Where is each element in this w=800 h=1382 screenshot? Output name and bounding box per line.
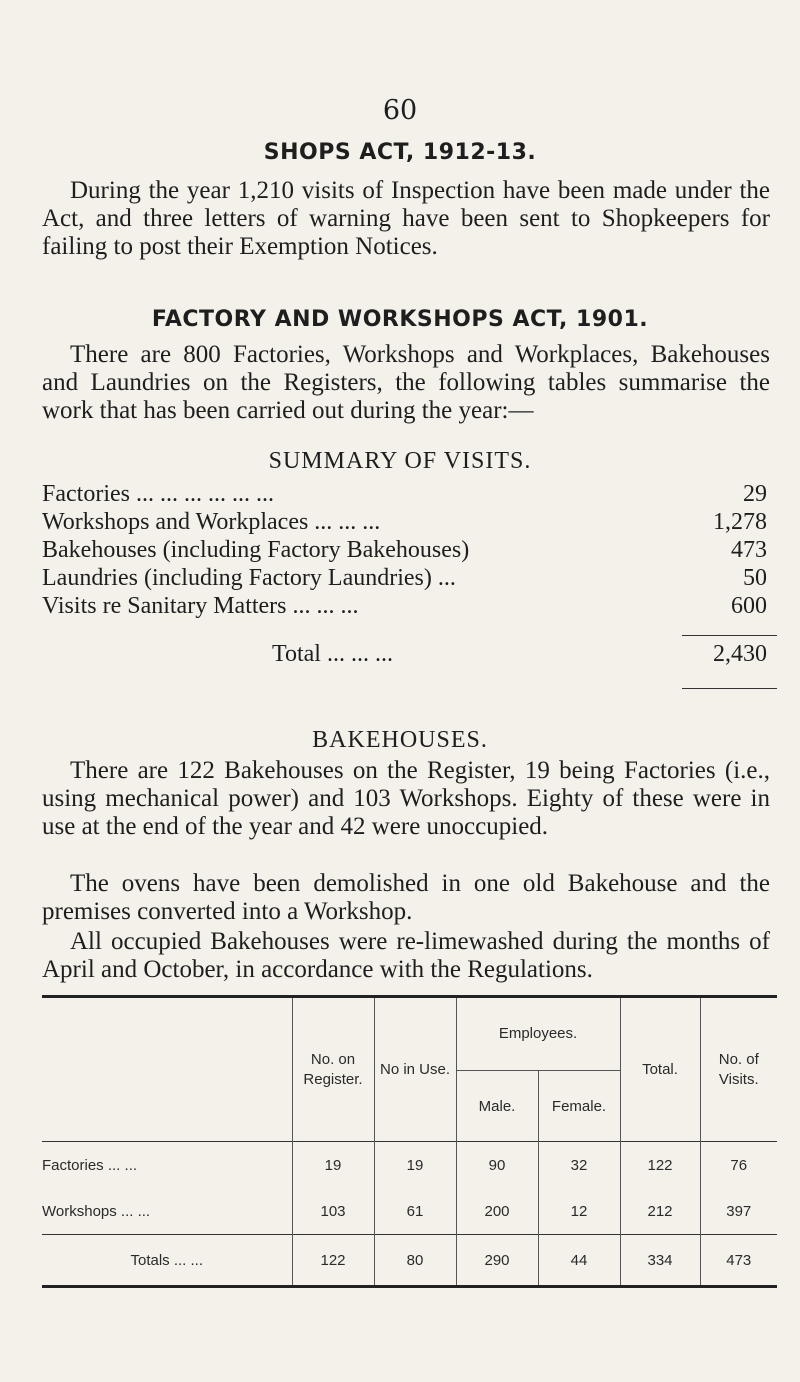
cell-visits: 76 bbox=[700, 1142, 777, 1189]
header-visits: No. of Visits. bbox=[700, 997, 777, 1142]
summary-row-value: 1,278 bbox=[713, 509, 767, 535]
summary-row bbox=[42, 537, 777, 565]
bakehouses-paragraph: There are 122 Bakehouses on the Register, 19 being Factories (i.e., using mechanical power) and 103 Workshops. Eighty of these were in use at the end of the year and 42 were unoccupied. bbox=[42, 757, 770, 840]
header-register: No. on Register. bbox=[292, 997, 374, 1142]
summary-row bbox=[42, 565, 777, 593]
factory-act-heading: FACTORY AND WORKSHOPS ACT, 1901. bbox=[151, 307, 649, 332]
summary-row bbox=[42, 481, 777, 509]
header-employees: Employees. bbox=[456, 997, 620, 1071]
summary-row-value: 473 bbox=[731, 537, 767, 563]
summary-of-visits-list bbox=[42, 481, 777, 669]
total-register: 122 bbox=[292, 1235, 374, 1287]
cell-total: 212 bbox=[620, 1188, 700, 1235]
summary-total-label: Total ... ... ... bbox=[272, 641, 393, 667]
summary-total-row bbox=[42, 641, 777, 669]
total-total: 334 bbox=[620, 1235, 700, 1287]
cell-female: 12 bbox=[538, 1188, 620, 1235]
table-header-row bbox=[42, 997, 777, 1071]
table-totals-row bbox=[42, 1235, 777, 1287]
total-visits: 473 bbox=[700, 1235, 777, 1287]
cell-in-use: 19 bbox=[374, 1142, 456, 1189]
summary-row-value: 50 bbox=[743, 565, 767, 591]
cell-register: 103 bbox=[292, 1188, 374, 1235]
cell-total: 122 bbox=[620, 1142, 700, 1189]
table-corner bbox=[42, 997, 292, 1142]
cell-female: 32 bbox=[538, 1142, 620, 1189]
row-label: Workshops ... ... bbox=[42, 1202, 151, 1220]
bakehouses-paragraph: All occupied Bakehouses were re-limewashed during the months of April and October, in accordance with the Regulations. bbox=[42, 928, 770, 983]
summary-total-value: 2,430 bbox=[713, 641, 767, 667]
summary-row bbox=[42, 509, 777, 537]
total-in-use: 80 bbox=[374, 1235, 456, 1287]
header-male: Male. bbox=[456, 1071, 538, 1142]
shops-act-paragraph: During the year 1,210 visits of Inspection have been made under the Act, and three letters of warning have been sent to Shopkeepers for failing to post their Exemption Notices. bbox=[42, 177, 770, 260]
cell-register: 19 bbox=[292, 1142, 374, 1189]
summary-row-label: Laundries (including Factory Laundries) ... bbox=[42, 565, 456, 591]
header-in-use: No in Use. bbox=[374, 997, 456, 1142]
cell-male: 200 bbox=[456, 1188, 538, 1235]
header-total: Total. bbox=[620, 997, 700, 1142]
summary-rule-bottom bbox=[682, 688, 777, 689]
total-male: 290 bbox=[456, 1235, 538, 1287]
cell-male: 90 bbox=[456, 1142, 538, 1189]
total-female: 44 bbox=[538, 1235, 620, 1287]
header-female: Female. bbox=[538, 1071, 620, 1142]
summary-row-label: Factories ... ... ... ... ... ... bbox=[42, 481, 274, 507]
summary-row-value: 600 bbox=[731, 593, 767, 619]
summary-row-label: Bakehouses (including Factory Bakehouses) bbox=[42, 537, 470, 563]
table-row bbox=[42, 1142, 777, 1189]
bakehouses-table bbox=[42, 995, 777, 1288]
bakehouses-paragraph: The ovens have been demolished in one old Bakehouse and the premises converted into a Workshop. bbox=[42, 870, 770, 925]
bakehouses-title: BAKEHOUSES. bbox=[312, 727, 488, 753]
summary-row-value: 29 bbox=[743, 481, 767, 507]
table-row bbox=[42, 1188, 777, 1235]
summary-row-label: Workshops and Workplaces ... ... ... bbox=[42, 509, 381, 535]
shops-act-heading: SHOPS ACT, 1912-13. bbox=[263, 140, 537, 165]
cell-visits: 397 bbox=[700, 1188, 777, 1235]
summary-row-label: Visits re Sanitary Matters ... ... ... bbox=[42, 593, 359, 619]
row-label: Factories ... ... bbox=[42, 1142, 292, 1189]
summary-title: SUMMARY OF VISITS. bbox=[268, 448, 532, 474]
totals-label: Totals ... ... bbox=[42, 1235, 292, 1287]
page-number: 60 bbox=[382, 95, 418, 126]
cell-in-use: 61 bbox=[374, 1188, 456, 1235]
summary-row bbox=[42, 593, 777, 621]
summary-rule-top bbox=[682, 635, 777, 636]
factory-act-paragraph: There are 800 Factories, Workshops and Workplaces, Bakehouses and Laundries on the Registers, the following tables summarise the work that has been carried out during the year:— bbox=[42, 341, 770, 424]
